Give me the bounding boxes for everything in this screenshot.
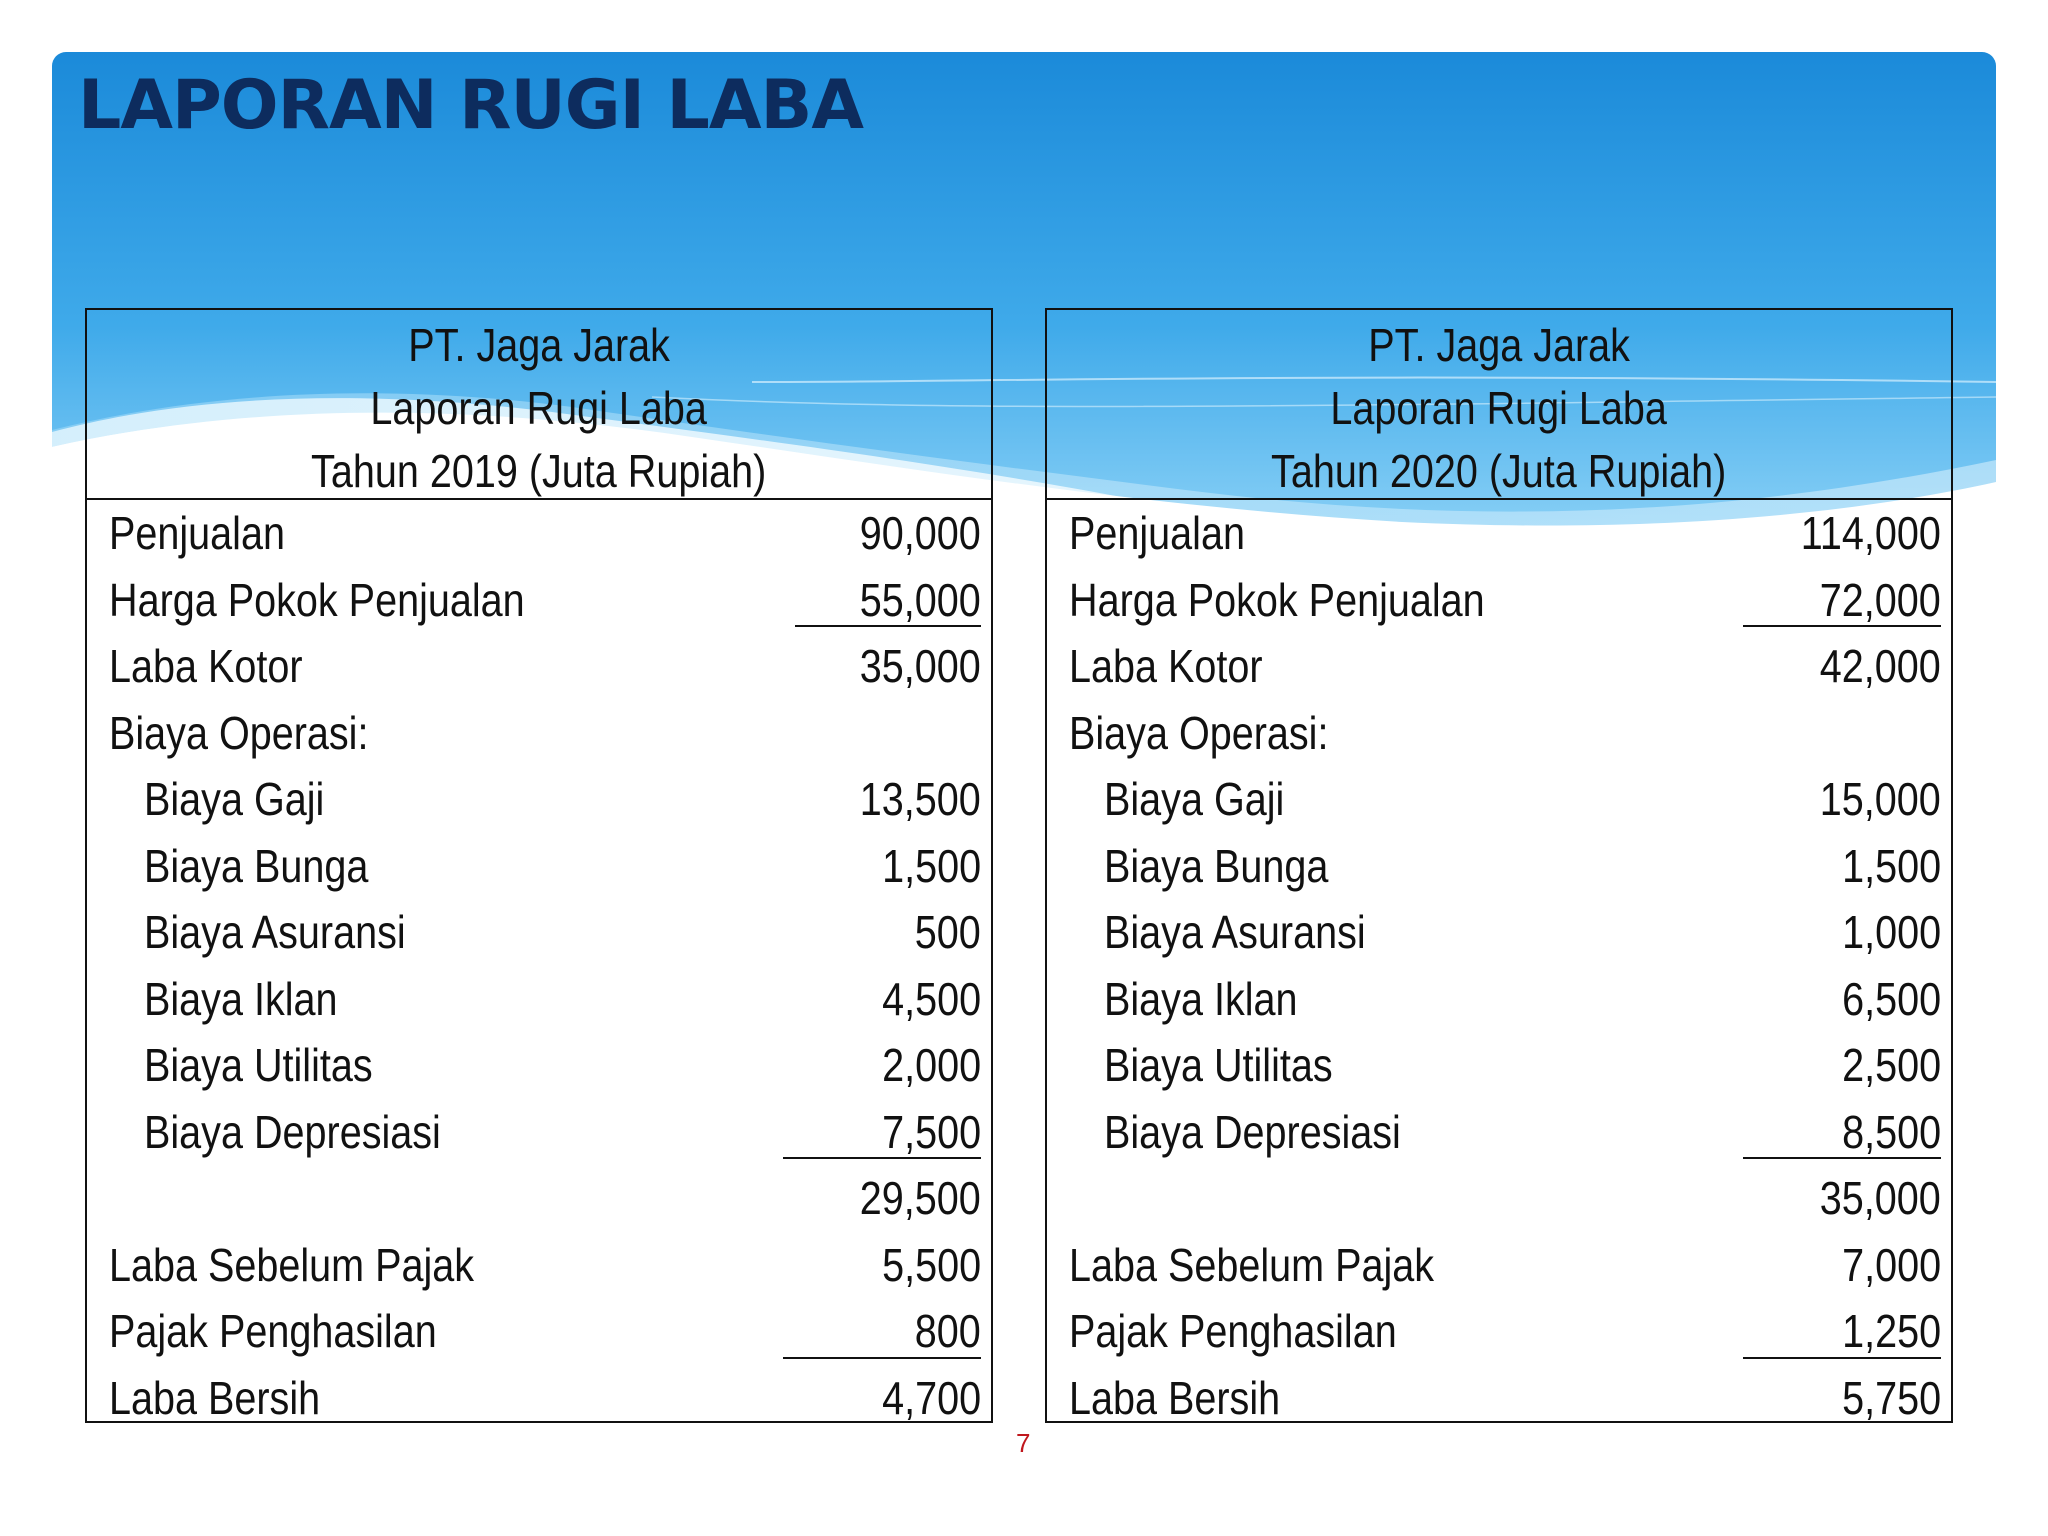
row-biaya-iklan — [87, 966, 991, 1033]
statement-header — [87, 310, 991, 500]
row-label: Biaya Utilitas — [1104, 1039, 1333, 1091]
row-laba-kotor — [1047, 633, 1951, 700]
row-biaya-asuransi — [87, 899, 991, 966]
row-label: Penjualan — [109, 507, 285, 559]
subtotal-underline — [1743, 625, 1941, 627]
row-pajak-penghasilan — [1047, 1298, 1951, 1365]
row-label: Biaya Depresiasi — [1104, 1105, 1401, 1158]
row-value: 6,500 — [1841, 972, 1941, 1025]
row-laba-bersih — [87, 1365, 991, 1432]
slide-title: LAPORAN RUGI LABA — [78, 66, 863, 145]
row-label: Biaya Operasi: — [109, 706, 369, 759]
row-value: 5,750 — [1841, 1371, 1941, 1424]
row-value: 29,500 — [859, 1172, 981, 1224]
row-label: Biaya Gaji — [1104, 773, 1285, 825]
row-value: 2,500 — [1841, 1039, 1941, 1091]
row-total-biaya-operasi — [87, 1165, 991, 1232]
row-label: Biaya Asuransi — [1104, 906, 1366, 958]
row-laba-bersih — [1047, 1365, 1951, 1432]
row-value: 72,000 — [1819, 573, 1941, 626]
row-value: 500 — [914, 906, 981, 958]
row-biaya-operasi — [87, 700, 991, 767]
row-biaya-bunga — [1047, 833, 1951, 900]
row-biaya-depresiasi — [1047, 1099, 1951, 1166]
row-biaya-gaji — [1047, 766, 1951, 833]
row-label: Pajak Penghasilan — [109, 1305, 437, 1357]
page-number: 7 — [1016, 1428, 1031, 1458]
row-label: Laba Sebelum Pajak — [1069, 1238, 1435, 1291]
row-penjualan — [1047, 500, 1951, 567]
income-statement-2019 — [85, 308, 993, 1423]
row-value: 1,500 — [881, 839, 981, 892]
row-laba-sebelum-pajak — [87, 1232, 991, 1299]
row-label: Pajak Penghasilan — [1069, 1305, 1397, 1357]
row-value: 35,000 — [859, 640, 981, 692]
row-label: Laba Kotor — [1069, 640, 1263, 692]
row-value: 5,500 — [881, 1238, 981, 1291]
row-laba-sebelum-pajak — [1047, 1232, 1951, 1299]
row-value: 4,500 — [881, 972, 981, 1025]
report-period: Tahun 2019 (Juta Rupiah) — [311, 444, 767, 497]
row-biaya-operasi — [1047, 700, 1951, 767]
row-value: 1,000 — [1841, 906, 1941, 958]
row-label: Biaya Operasi: — [1069, 706, 1329, 759]
report-period: Tahun 2020 (Juta Rupiah) — [1271, 444, 1727, 497]
row-biaya-depresiasi — [87, 1099, 991, 1166]
row-pajak-penghasilan — [87, 1298, 991, 1365]
row-value: 7,000 — [1841, 1238, 1941, 1291]
statement-header — [1047, 310, 1951, 500]
row-value: 4,700 — [881, 1371, 981, 1424]
subtotal-underline — [795, 625, 981, 627]
row-value: 1,500 — [1841, 839, 1941, 892]
row-value: 15,000 — [1819, 773, 1941, 825]
subtotal-underline — [1743, 1157, 1941, 1159]
row-label: Biaya Iklan — [1104, 972, 1298, 1025]
row-value: 35,000 — [1819, 1172, 1941, 1224]
income-statement-2020 — [1045, 308, 1953, 1423]
row-value: 90,000 — [859, 507, 981, 559]
row-biaya-bunga — [87, 833, 991, 900]
company-name: PT. Jaga Jarak — [1368, 318, 1630, 371]
row-penjualan — [87, 500, 991, 567]
row-value: 2,000 — [881, 1039, 981, 1091]
row-biaya-iklan — [1047, 966, 1951, 1033]
subtotal-underline — [783, 1357, 981, 1359]
row-label: Biaya Gaji — [144, 773, 325, 825]
row-label: Laba Sebelum Pajak — [109, 1238, 475, 1291]
report-title: Laporan Rugi Laba — [1330, 381, 1668, 434]
row-label: Biaya Bunga — [144, 839, 369, 892]
row-biaya-gaji — [87, 766, 991, 833]
row-biaya-utilitas — [1047, 1032, 1951, 1099]
company-name: PT. Jaga Jarak — [408, 318, 670, 371]
row-value: 8,500 — [1841, 1105, 1941, 1158]
report-title: Laporan Rugi Laba — [370, 381, 708, 434]
row-harga-pokok-penjualan — [87, 567, 991, 634]
row-value: 800 — [914, 1305, 981, 1357]
row-label: Biaya Bunga — [1104, 839, 1329, 892]
row-total-biaya-operasi — [1047, 1165, 1951, 1232]
row-label: Laba Kotor — [109, 640, 303, 692]
row-value: 13,500 — [859, 773, 981, 825]
row-value: 114,000 — [1800, 507, 1941, 559]
row-label: Harga Pokok Penjualan — [1069, 573, 1485, 626]
subtotal-underline — [783, 1157, 981, 1159]
row-value: 7,500 — [881, 1105, 981, 1158]
row-biaya-utilitas — [87, 1032, 991, 1099]
row-label: Biaya Depresiasi — [144, 1105, 441, 1158]
row-biaya-asuransi — [1047, 899, 1951, 966]
row-harga-pokok-penjualan — [1047, 567, 1951, 634]
row-laba-kotor — [87, 633, 991, 700]
subtotal-underline — [1743, 1357, 1941, 1359]
row-value: 42,000 — [1819, 640, 1941, 692]
row-label: Biaya Utilitas — [144, 1039, 373, 1091]
row-label: Biaya Iklan — [144, 972, 338, 1025]
row-value: 55,000 — [859, 573, 981, 626]
row-label: Laba Bersih — [1069, 1371, 1281, 1424]
row-label: Penjualan — [1069, 507, 1245, 559]
row-value: 1,250 — [1841, 1305, 1941, 1357]
row-label: Harga Pokok Penjualan — [109, 573, 525, 626]
row-label: Biaya Asuransi — [144, 906, 406, 958]
row-label: Laba Bersih — [109, 1371, 321, 1424]
